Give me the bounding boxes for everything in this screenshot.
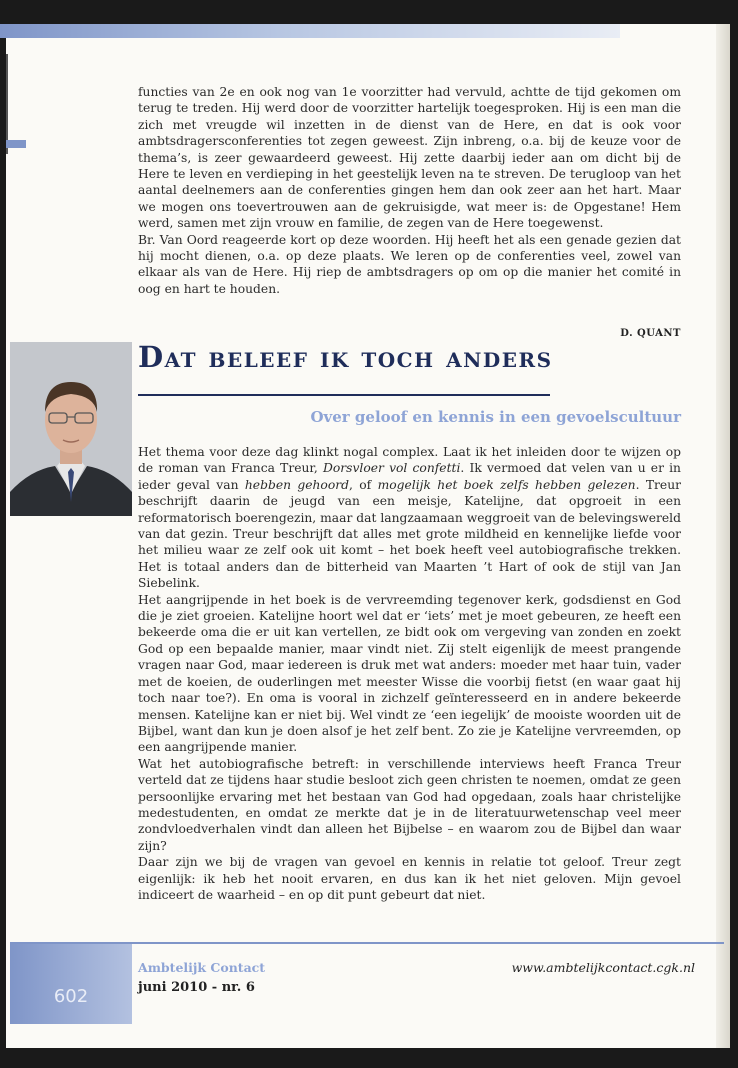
article-subtitle: Over geloof en kennis in een gevoelscultuur — [310, 408, 681, 426]
title-underline — [138, 394, 550, 396]
header-color-bar — [0, 24, 620, 38]
page-number: 602 — [53, 986, 89, 1007]
paragraph — [138, 444, 681, 592]
magazine-name: Ambtelijk Contact — [138, 960, 266, 975]
paragraph: Br. Van Oord reageerde kort op deze woorden. Hij heeft het als een genade gezien dat hij mocht dienen, o.a. op deze plaats. We leren op de conferenties veel, zowel van elkaar als van de Here. Hij riep de ambtsdragers op om op die manier het comité in oog en hart te houden. — [138, 232, 681, 296]
emphasis: hebben gehoord — [244, 477, 349, 492]
text-run: Het thema voor deze dag klinkt nogal complex. Laat ik het inleiden door te wijzen op de roman van Franca Treur, — [138, 445, 681, 476]
text-run: , of — [349, 477, 378, 492]
article-body — [138, 444, 681, 903]
book-title: Dorsvloer vol confetti — [323, 461, 461, 476]
website-url[interactable]: www.ambtelijkcontact.cgk.nl — [511, 960, 695, 975]
paragraph: Daar zijn we bij de vragen van gevoel en kennis in relatie tot geloof. Treur zegt eigenlijk: ik heb het nooit ervaren, en dus kan ik het niet geloven. Mijn gevoel indiceert de waarheid – en op dit punt gebeurt dat niet. — [138, 855, 681, 902]
issue-info: juni 2010 - nr. 6 — [138, 980, 255, 995]
text-run: . Ik vermoed dat velen van u er in ieder geval van — [138, 461, 681, 492]
emphasis: mogelijk het boek zelfs hebben gelezen — [377, 477, 636, 492]
author-photo — [10, 342, 132, 516]
author-signature: D. QUANT — [620, 328, 681, 339]
text-run: . Treur beschrijft daarin de jeugd van een meisje, Katelijne, dat opgroeit in een reformatorisch boerengezin, maar dat langzaamaan weggroeit van de belevingswereld van dat gezin. Treur beschrijft dat alles met grote mildheid en kennelijke liefde voor het milieu waar ze zelf ook uit komt – het boek heeft veel autobiografische trekken. Het is totaal anders dan de bitterheid van Maarten ’t Hart of ook de stijl van Jan Siebelink. — [138, 477, 681, 591]
margin-rule — [6, 54, 8, 154]
page-number-box — [10, 944, 132, 1024]
margin-accent — [6, 140, 26, 148]
paragraph: Het aangrijpende in het boek is de vervreemding tegenover kerk, godsdienst en God die je ziet groeien. Katelijne hoort wel dat er ‘iets’ met je moet gebeuren, ze heeft een bekeerde oma die er uit kan vertellen, ze bidt ook om vergeving van zonden en zoekt God op een bepaalde manier, maar vindt niet. Zij stelt eigenlijk de meest prangende vragen naar God, maar iedereen is druk met wat anders: moeder met haar tuin, vader met de koeien, de ouderlingen met meester Wisse die voorbij fietst (en waar gaat hij toch naar toe?). En oma is vooral in zichzelf geïnteresseerd en in andere bekeerde mensen. Katelijne kan er niet bij. Wel vindt ze ‘een iegelijk’ de mooiste woorden uit de Bijbel, want dan kun je doen alsof je het zelf bent. Zo zie je Katelijne vervreemden, op een aangrijpende manier. — [138, 592, 681, 755]
article-title: Dat beleef ik toch anders — [138, 340, 553, 374]
page-spine — [716, 24, 730, 1048]
paragraph: functies van 2e en ook nog van 1e voorzitter had vervuld, achtte de tijd gekomen om terug te treden. Hij werd door de voorzitter hartelijk toegesproken. Hij is een man die zich met vreugde wil inzetten in de dienst van de Here, en dat is ook voor ambtsdragersconferenties tot zegen geweest. Zijn inbreng, o.a. bij de keuze voor de thema’s, is zeer gewaardeerd geweest. Hij zette daarbij ieder aan om dicht bij de Here te leven en verdieping in het geestelijk leven na te streven. De terugloop van het aantal deelnemers aan de conferenties gingen hem dan ook zeer aan het hart. Maar we mogen ons toevertrouwen aan de gekruisigde, wat meer is: de Opgestane! Hem werd, samen met zijn vrouw en familie, de zegen van de Here toegewenst. — [138, 85, 681, 231]
paragraph: Wat het autobiografische betreft: in verschillende interviews heeft Franca Treur verteld dat ze tijdens haar studie besloot zich geen christen te noemen, omdat ze geen persoonlijke ervaring met het bestaan van God had opgedaan, zoals haar christelijke medestudenten, en omdat ze merkte dat je in de literatuurwetenschap veel meer zondvloedverhalen vindt dan alleen het Bijbelse – en waarom zou de Bijbel dan waar zijn? — [138, 756, 681, 853]
previous-article-body — [138, 84, 681, 297]
